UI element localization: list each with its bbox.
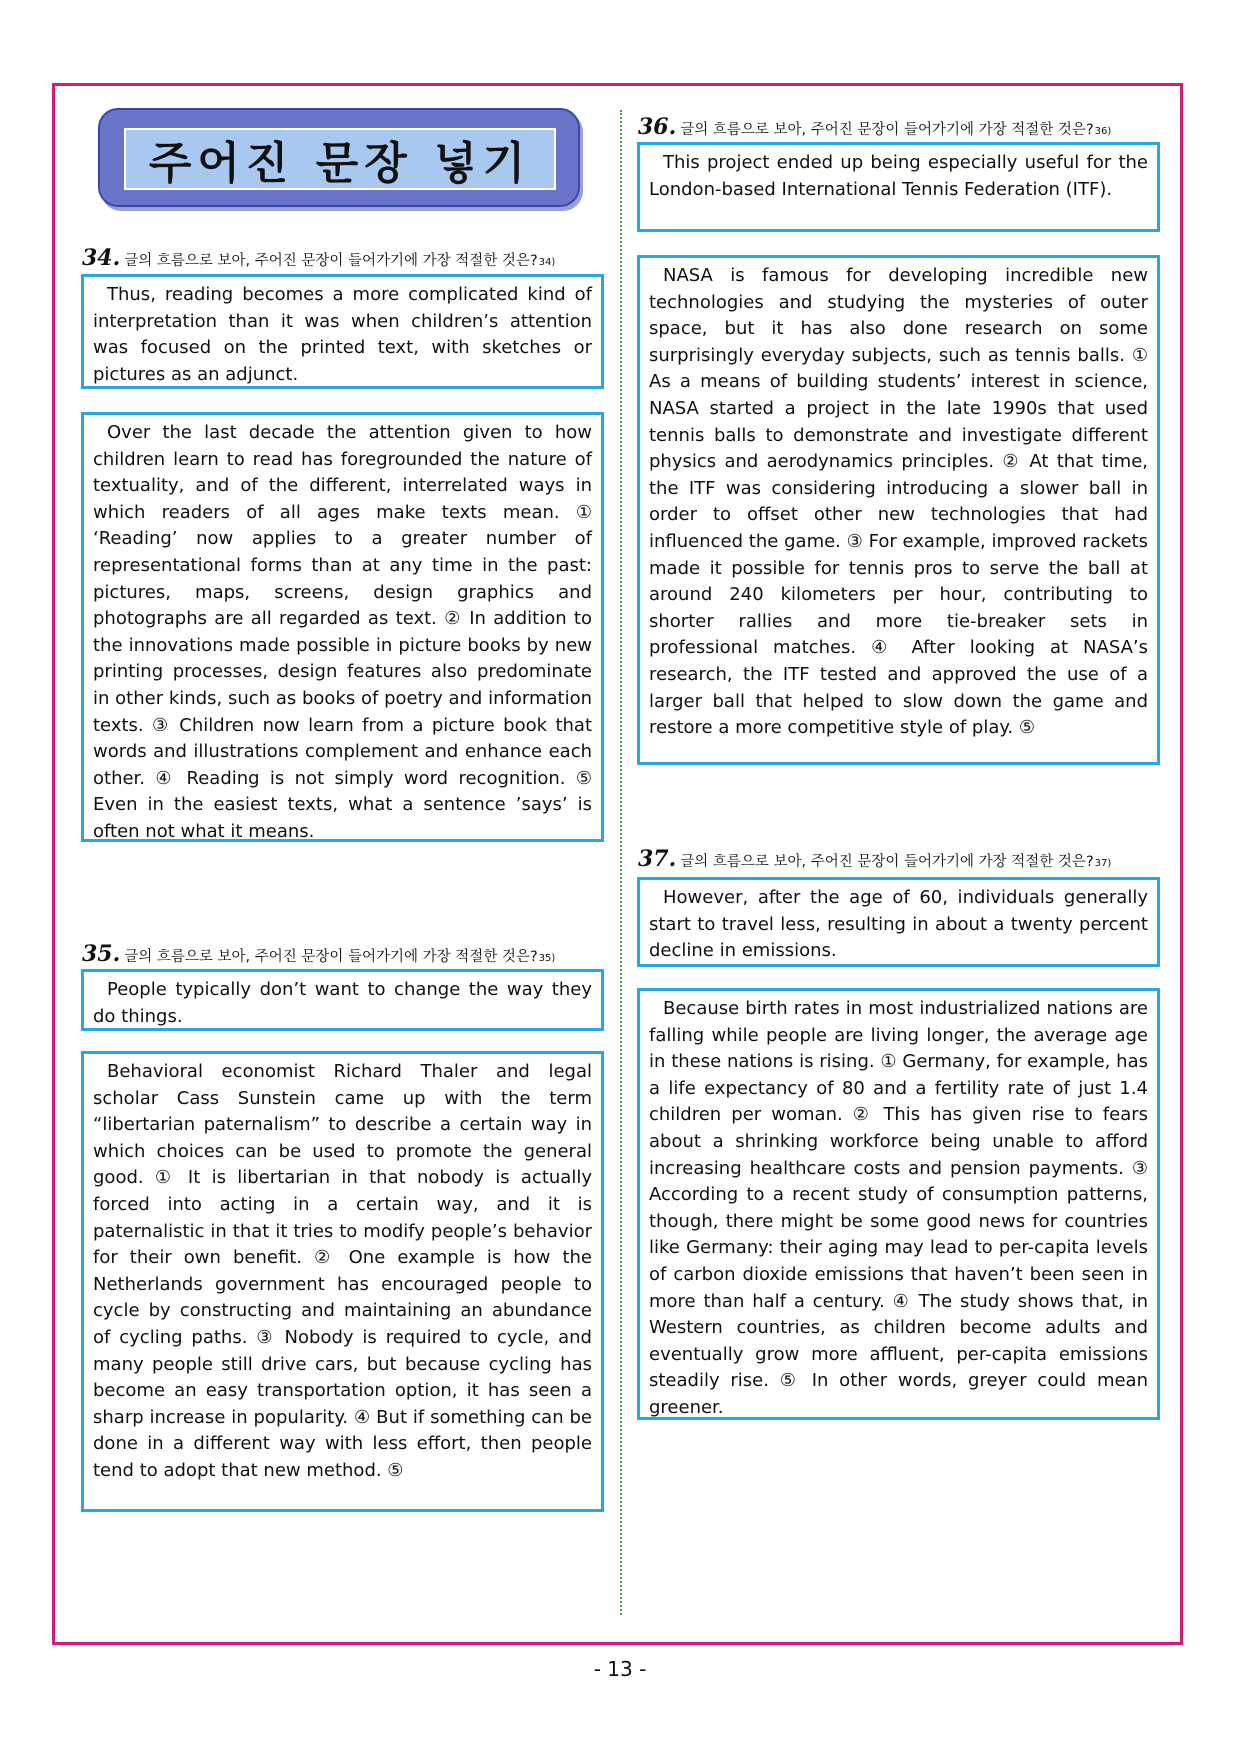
question-number: 34.: [82, 245, 121, 271]
footnote-mark: 36): [1094, 126, 1112, 137]
footnote-mark: 34): [538, 257, 556, 268]
question-34-given-sentence: [81, 274, 604, 389]
question-34-passage: [81, 412, 604, 842]
question-number: 36.: [638, 114, 677, 140]
question-35-passage: [81, 1051, 604, 1512]
question-prompt: 글의 흐름으로 보아, 주어진 문장이 들어가기에 가장 적절한 것은?: [124, 253, 538, 269]
question-35-header: [82, 941, 555, 967]
given-sentence-text: Thus, reading becomes a more complicated kind of interpretation than it was when children’s attention was focused on the printed text, with sketches or pictures as an adjunct.: [93, 284, 592, 385]
passage-text: Because birth rates in most industrialized nations are falling while people are living longer, the average age in these nations is rising. ① Germany, for example, has a life expectancy of 80 and a fertility rate of just 1.4 children per woman. ② This has given rise to fears about a shrinking workforce being unable to afford increasing healthcare costs and pension payments. ③ According to a recent study of consumption patterns, though, there might be some good news for countries like Germany: their aging may lead to per-capita levels of carbon dioxide emissions that haven’t been seen in more than half a century. ④ The study shows that, in Western countries, as children become adults and eventually grow more affluent, per-capita emissions steadily rise. ⑤ In other words, greyer could mean greener.: [649, 998, 1148, 1418]
question-36-passage: [637, 255, 1160, 765]
question-34-header: [82, 245, 555, 271]
passage-text: Over the last decade the attention given to how children learn to read has foregrounded the nature of textuality, and of the different, interrelated ways in which readers of all ages make texts mean. ① ‘Reading’ now applies to a greater number of representational forms than at any time in the past: pictures, maps, screens, design graphics and photographs are all regarded as text. ② In addition to the innovations made possible in picture books by new printing processes, design features also predominate in other kinds, such as books of poetry and information texts. ③ Children now learn from a picture book that words and illustrations complement and enhance each other. ④ Reading is not simply word recognition. ⑤ Even in the easiest texts, what a sentence ’says’ is often not what it means.: [93, 422, 592, 842]
question-35-given-sentence: [81, 969, 604, 1031]
question-37-header: [638, 846, 1111, 872]
section-title-plate: [124, 128, 556, 190]
question-37-given-sentence: [637, 877, 1160, 967]
question-number: 37.: [638, 846, 677, 872]
page-number: - 13 -: [593, 1657, 647, 1681]
given-sentence-text: This project ended up being especially useful for the London-based International Tennis Federation (ITF).: [649, 152, 1148, 200]
passage-text: Behavioral economist Richard Thaler and legal scholar Cass Sunstein came up with the term “libertarian paternalism” to describe a certain way in which choices can be used to promote the general good. ① It is libertarian in that nobody is actually forced into acting in a certain way, and it is paternalistic in that it tries to modify people’s behavior for their own benefit. ② One example is how the Netherlands government has encouraged people to cycle by constructing and maintaining an abundance of cycling paths. ③ Nobody is required to cycle, and many people still drive cars, but because cycling has become an easy transportation option, it has seen a sharp increase in popularity. ④ But if something can be done in a different way with less effort, then people tend to adopt that new method. ⑤: [93, 1061, 592, 1481]
given-sentence-text: People typically don’t want to change the way they do things.: [93, 979, 592, 1027]
footnote-mark: 35): [538, 953, 556, 964]
question-prompt: 글의 흐름으로 보아, 주어진 문장이 들어가기에 가장 적절한 것은?: [680, 854, 1094, 870]
given-sentence-text: However, after the age of 60, individuals generally start to travel less, resulting in about a twenty percent decline in emissions.: [649, 887, 1148, 962]
section-title: 주어진 문장 넣기: [148, 138, 532, 189]
column-divider: [620, 110, 622, 1615]
question-37-passage: [637, 988, 1160, 1420]
question-36-header: [638, 114, 1111, 140]
passage-text: NASA is famous for developing incredible new technologies and studying the mysteries of outer space, but it has also done research on some surprisingly everyday subjects, such as tennis balls. ① As a means of building students’ interest in science, NASA started a project in the late 1990s that used tennis balls to demonstrate and investigate different physics and aerodynamics principles. ② At that time, the ITF was considering introducing a slower ball in order to offset other new technologies that had influenced the game. ③ For example, improved rackets made it possible for tennis pros to serve the ball at around 240 kilometers per hour, contributing to shorter rallies and more tie-breaker sets in professional matches. ④ After looking at NASA’s research, the ITF tested and approved the use of a larger ball that helped to slow down the game and restore a more competitive style of play. ⑤: [649, 265, 1148, 739]
question-36-given-sentence: [637, 142, 1160, 232]
question-prompt: 글의 흐름으로 보아, 주어진 문장이 들어가기에 가장 적절한 것은?: [124, 949, 538, 965]
question-number: 35.: [82, 941, 121, 967]
footnote-mark: 37): [1094, 858, 1112, 869]
question-prompt: 글의 흐름으로 보아, 주어진 문장이 들어가기에 가장 적절한 것은?: [680, 122, 1094, 138]
section-title-banner: [98, 108, 580, 207]
